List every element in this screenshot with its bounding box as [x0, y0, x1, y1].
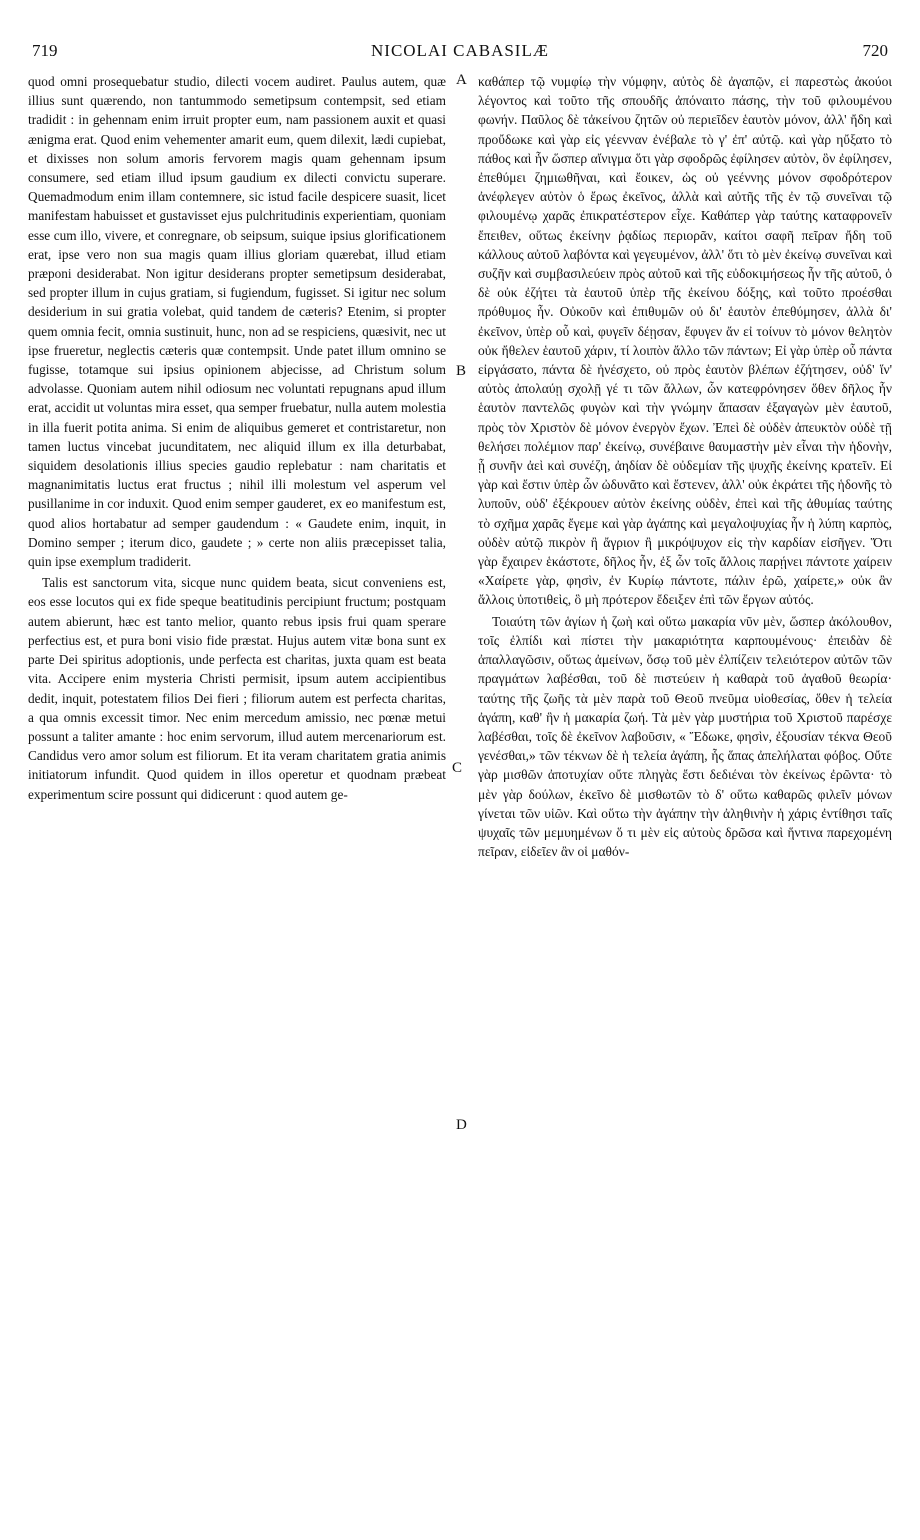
margin-marker-d: D	[456, 1117, 467, 1133]
greek-paragraph-1: καθάπερ τῷ νυμφίῳ τὴν νύμφην, αὐτὸς δὲ ἀγαπῷν, εἰ παρεστὼς ἀκούοι λέγοντος καὶ τοῦτο τῆς σπουδῆς ἀπόναιτο πάσης, τὴν τοῦ φιλουμένου φωνήν. Παῦλος δὲ τἀκείνου ζητῶν οὐ περιεῖδεν ἑαυτὸν μόνον, ἀλλ' ἤδη καὶ προὔδωκε καὶ γὰρ εἰς γέενναν ἐνέβαλε τὸ γ' ἐπ' αὐτῷ. καὶ γὰρ ηὔξατο τὸ πάθος καὶ ἦν ὥσπερ αἴνιγμα ὅτι γὰρ σφοδρῶς ἐφίλησεν αὐτὸν, ὃν ἐφίλησεν, ἐπεθύμει ζημιωθῆναι, καὶ ἔοικεν, ὡς οὐ γεέννης μόνον σφοδρότερον ἀνέφλεγεν αὐτὸν ὁ ἔρως ἐκεῖνος, ἀλλὰ καὶ αὐτῆς τῆς ἐν τῷ συνεῖναι τῷ φιλουμένῳ χαρᾶς ἐπικρατέστερον εἶχε. Καθάπερ γὰρ ταύτης καταφρονεῖν ἔπειθεν, οὕτως ἐκείνην ῥᾳδίως περιορᾶν, καίτοι σαφῆ πεῖραν ἤδη τοῦ κάλλους αὐτοῦ λαβόντα καὶ γεγευμένον, ἀλλ' ὅτι τὸ μὲν ἐκείνῳ συνεῖναι καὶ συζῆν καὶ συμβασιλεύειν πρὸς αὐτοῦ καὶ τῆς εὐδοκιμήσεως ἦν τῆς αὐτοῦ, ὁ δὲ οὐκ ἐζήτει τὰ ἑαυτοῦ ὑπὲρ τῆς ἐκείνου δόξης, καὶ τοῦτο προέσθαι πρόθυμος ἦν. Οὐκοῦν καὶ ἐπιθυμῶν οὐ δι' ἑαυτὸν ἐπεθύμησεν, ἀλλὰ δι' ἐκεῖνον, ὑπὲρ οὗ καὶ, φυγεῖν δέῃσαν, ἔφυγεν ἄν εἰ τοίνυν τὸ μόνον θελητὸν οὐκ ἤθελεν ἑαυτοῦ χάριν, τί λοιπὸν ἄλλο τῶν πάντων; Εἰ γὰρ ὑπὲρ οὗ πάντα εἰργάσατο, πάντα δὲ ἠνέσχετο, οὐ πρὸς ἑαυτὸν βλέπων ἐζήτησεν, οὐδ' ἵν' αὐτὸς ἀπολαύῃ σχολῇ γέ τι τῶν ἄλλων, ὧν κατεφρόνησεν ὅθεν δῆλος ἦν ἑαυτὸν παντελῶς φυγὼν καὶ τὴν γνώμην ἅπασαν ἐξαγαγὼν μὲν ἑαυτοῦ, πρὸς τὸν Χριστὸν δὲ μόνον ἐνεργὸν ἔχων. Ἐπεὶ δὲ οὐδὲν ἀπευκτὸν οὐδὲ τῇ θελήσει πολέμιον παρ' ἐκείνῳ, συνέβαινε θαυμαστὴν μὲν εἶναι τὴν ἡδονὴν, ᾗ συνῆν ἀεὶ καὶ συνέζη, ἀηδίαν δὲ οὐδεμίαν τῆς ψυχῆς ἐκείνης κρατεῖν. Εἰ γὰρ καὶ ἔστιν ὑπὲρ ὧν ὠδυνᾶτο καὶ ἔστενεν, ἀλλ' οὐκ ἐκράτει τῆς ἡδονῆς τὸ λυποῦν, οὐδ' ἐξέκρουεν αὐτὸν ἐκείνης οὐδὲν, ἐπεὶ καὶ τῆς ἀθυμίας ταύτης τὸ σχῆμα χαρᾶς ἔγεμε καὶ γὰρ ἀγάπης καὶ μεγαλοψυχίας ἦν ἡ λύπη καρπὸς, οὐδὲν αὐτῷ πικρὸν ἢ ἄγριον ἢ μικρόψυχον εἰς τὴν καρδίαν εἰσῆγεν. Ὅτι γὰρ ἔχαιρεν ἑκάστοτε, δῆλος ἦν, ἐξ ὧν τοῖς ἄλλοις παρῄνει πάντοτε χαίρειν «Χαίρετε γὰρ, φησὶν, ἐν Κυρίῳ πάντοτε, πάλιν ἐρῶ, χαίρετε,» οὐκ ἂν ἄλλοις ὑποτιθεὶς, ὃ μὴ πρότερον ἔδειξεν ἐπὶ τῶν ἔργων αὐτός.	[478, 74, 892, 608]
left-page-number: 719	[32, 41, 58, 60]
margin-marker-b: B	[456, 363, 467, 379]
greek-paragraph-2: Τοιαύτη τῶν ἁγίων ἡ ζωὴ καὶ οὕτω μακαρία νῦν μὲν, ὥσπερ ἀκόλουθον, τοῖς ἐλπίδι καὶ πίστει τὴν μακαριότητα καρπουμένους· ἐπειδὰν δὲ ἀπαλλαγῶσιν, οὕτως ἀμείνων, ὅσῳ τοῦ μὲν ἐλπίζειν τελειότερον αὐτῶν τῶν πραγμάτων λαβέσθαι, τοῦ δὲ πιστεύειν ἡ καθαρὰ τοῦ ἀγαθοῦ θεωρία· ταύτης τῆς ζωῆς τὰ μὲν παρὰ τοῦ Θεοῦ πνεῦμα υἱοθεσίας, ὅθεν ἡ τελεία ἀγάπη, καθ' ἣν ἡ μακαρία ζωή. Τὰ μὲν γὰρ μυστήρια τοῦ Χριστοῦ παρέσχε λαβέσθαι, τοῖς δὲ ἐκεῖνον λαβοῦσιν, « Ἔδωκε, φησὶν, ἐξουσίαν τέκνα Θεοῦ γενέσθαι,» τῶν τέκνων δὲ ἡ τελεία ἀγάπη, ἧς ἅπας ἀπελήλαται φόβος. Οὔτε γὰρ μισθῶν ἀποτυχίαν οὔτε πληγὰς ἔστι δεδιέναι τὸν ἐκείνως ἐρῶντα· τὸ μὲν γὰρ δούλων, ἐκεῖνο δὲ μισθωτῶν τὸ δ' οὕτω καθαρῶς φιλεῖν μόνων γίνεται τῶν υἱῶν. Καὶ οὕτω τὴν ἀγάπην τὴν ἀληθινὴν ἡ χάρις ἐντίθησι ταῖς ψυχαῖς τῶν μεμυημένων ὅ τι μὲν εἰς αὐτοὺς δρῶσα καὶ ἥντινα παρεχομένη πεῖραν, εἰδεῖεν ἂν οἱ μαθόν-	[478, 613, 892, 860]
margin-marker-a: A	[456, 72, 467, 88]
margin-marker-c: C	[452, 760, 463, 776]
running-title: NICOLAI CABASILÆ	[371, 41, 549, 60]
greek-column	[478, 72, 892, 861]
latin-column	[28, 72, 446, 804]
latin-paragraph-1: quod omni prosequebatur studio, dilecti vocem audiret. Paulus autem, quæ illius sunt quærendo, non tantummodo semetipsum contempsit, sed etiam tradidit : in gehennam enim irruit propter eum, nam passionem auxit et quasi ænigma erat. Quod enim vehementer amarit eum, quem dilexit, lædi cupiebat, et dixisses non solum amoris fervorem magis quam gehennam ipsum consumere, sed etiam illud ipsum gaudium ex dilecti convictu superare. Quemadmodum enim illam contemnere, sic istud facile despicere suasit, licet manifestam habuisset et gustavisset ejus pulchritudinis experientiam, quoniam esse cum illo, vivere, et conregnare, ob seipsum, suique ipsius glorificationem erat, ipse vero non sua magis quam illius gloriam quærebat, illud etiam præponi desiderabat. Non igitur desiderans propter semetipsum desiderabat, sed propter illum in cujus gratiam, si fugiendum, fugisset. Si igitur nec solum desiderium in sui gratia volebat, quid tandem de cæteris? Etenim, si propter quem omnia fecit, omnia sustinuit, hunc, non ad se respiciens, quæsivit, nec ut ipse frueretur, neglectis cæteris quæ contempsit. Unde patet illum omnino se fugisse, totamque sui ipsius opinionem abjecisse, ad Christum solum advolasse. Quoniam autem nihil odiosum nec voluntati repugnans apud illum erat, accidit ut voluntas mira esset, qua semper fruebatur, nulla autem molestia in illa fuerit potita anima. Si enim de aliquibus gemeret et contristaretur, non tamen luctus vincebat jucunditatem, nec aliquid illum ex illa deturbabat, siquidem desolationis illius species gaudio replebatur : nam charitatis et magnanimitatis luctus erat fructus ; nihil illi molestum vel asperum vel pusillanime in cor induxit. Quod enim semper gauderet, ex eo manifestum est, quod alios hortabatur ad semper gaudendum : « Gaudete enim, inquit, in Domino semper ; iterum dico, gaudete ; » certe non aliis præcepisset talia, quin ipse exemplum tradiderit.	[28, 74, 446, 570]
latin-paragraph-2: Talis est sanctorum vita, sicque nunc quidem beata, sicut conveniens est, eos esse locutos qui ex fide speque beatitudinis percipiunt fructum; postquam autem abierunt, hæc est tanto melior, quanto rebus ipsis frui quam sperare perfectius est, et pura boni visio fide præstat. Hujus autem vitæ bona sunt ex parte Dei spiritus adoptionis, unde perfecta est charitas, juxta quam est beata vita. Accipere enim mysteria Christi permisit, ipsum autem accipientibus dedit, inquit, potestatem filios Dei fieri ; filiorum autem est perfecta charitas, a qua omnis excessit timor. Nec enim mercedum amissio, nec pœnæ metui possunt a taliter amante : hoc enim servorum, illud autem mercenariorum est. Candidus vero amor solum est filiorum. Et ita veram charitatem gratia animis initiatorum infundit. Quod quidem in illos operetur et quodnam præbeat experimentum scire possunt qui didicerunt : quod autem ge-	[28, 575, 446, 802]
right-page-number: 720	[862, 41, 888, 60]
